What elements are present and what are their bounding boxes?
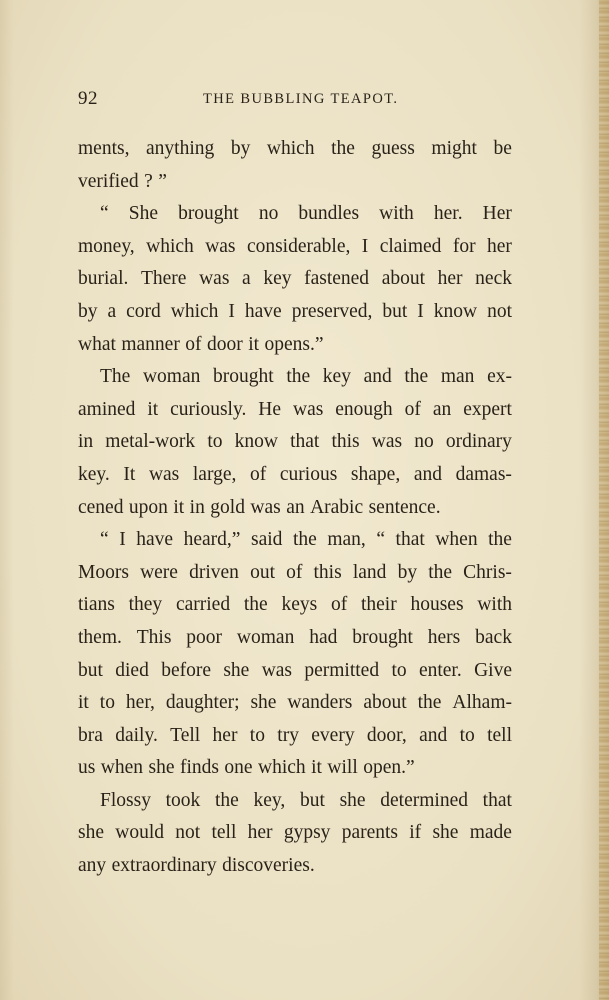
text-line: what manner of door it opens.” bbox=[78, 333, 324, 355]
text-line: The woman brought the key and the man ex- bbox=[100, 366, 512, 388]
body-text bbox=[78, 133, 512, 883]
text-line: bra daily. Tell her to try every door, and to tell bbox=[78, 724, 512, 746]
text-line: ments, anything by which the guess might be bbox=[78, 138, 512, 159]
text-line: in metal-work to know that this was no ordinary bbox=[78, 431, 512, 453]
text-line: she would not tell her gypsy parents if she made bbox=[78, 822, 512, 844]
text-line: cened upon it in gold was an Arabic sentence. bbox=[78, 496, 441, 518]
text-line: us when she finds one which it will open.” bbox=[78, 757, 415, 779]
text-line: Flossy took the key, but she determined that bbox=[100, 789, 512, 811]
text-line: tians they carried the keys of their houses with bbox=[78, 594, 512, 616]
page-header bbox=[78, 88, 518, 112]
text-line: “ I have heard,” said the man, “ that when the bbox=[100, 529, 512, 551]
text-line: burial. There was a key fastened about her neck bbox=[78, 268, 512, 290]
text-line: it to her, daughter; she wanders about the Alham- bbox=[78, 692, 512, 714]
page-edge bbox=[599, 0, 609, 1000]
text-line: any extraordinary discoveries. bbox=[78, 855, 315, 877]
text-line: key. It was large, of curious shape, and damas- bbox=[78, 463, 512, 485]
text-line: verified ? ” bbox=[78, 170, 167, 192]
text-line: by a cord which I have preserved, but I know not bbox=[78, 300, 512, 322]
text-line: them. This poor woman had brought hers back bbox=[78, 626, 512, 648]
page-number: 92 bbox=[78, 88, 98, 109]
running-head: THE BUBBLING TEAPOT. bbox=[203, 91, 399, 107]
text-line: Moors were driven out of this land by the Chris- bbox=[78, 561, 512, 583]
text-line: “ She brought no bundles with her. Her bbox=[100, 203, 512, 225]
text-line: money, which was considerable, I claimed for her bbox=[78, 235, 512, 257]
text-line: amined it curiously. He was enough of an expert bbox=[78, 398, 512, 420]
text-line: but died before she was permitted to enter. Give bbox=[78, 659, 512, 681]
